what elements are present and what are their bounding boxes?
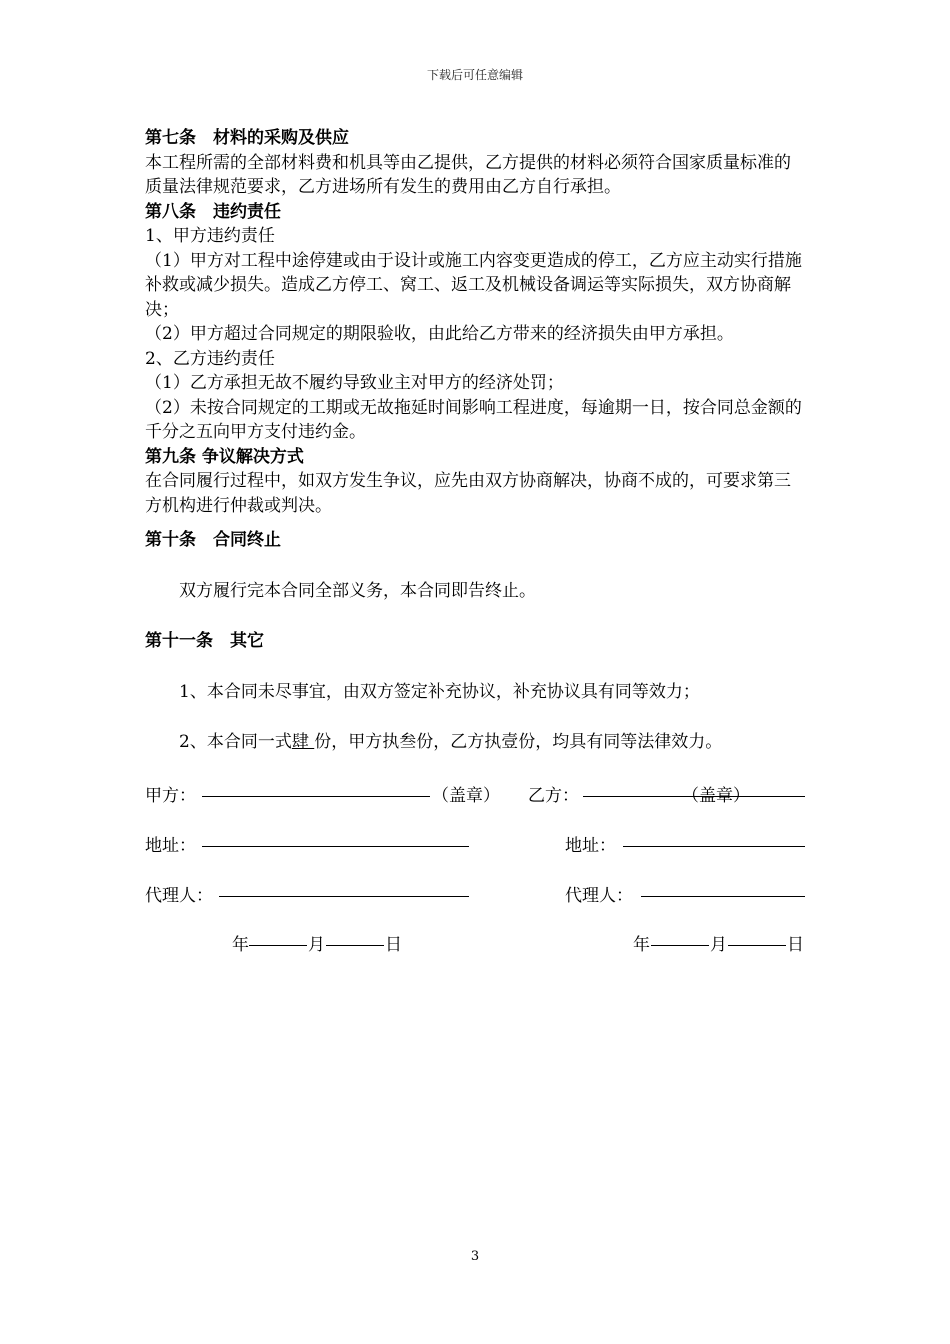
date-a-year: 年: [232, 935, 249, 955]
address-a-label: 地址：: [145, 836, 196, 856]
party-b-label: 乙方：: [528, 786, 579, 806]
article-7-title: 第七条 材料的采购及供应: [145, 128, 349, 148]
signature-row-parties: [145, 781, 807, 807]
agent-a-line: [219, 878, 469, 902]
article-8-title: 第八条 违约责任: [145, 201, 281, 222]
article-11-title: 第十一条 其它: [145, 631, 264, 651]
address-a-line: [202, 828, 469, 852]
article-10-body: 双方履行完本合同全部义务，本合同即告终止。: [179, 580, 536, 601]
party-a-line: [202, 778, 430, 802]
signature-row-date: [145, 930, 807, 956]
article-8-sub2: 2、乙方违约责任: [145, 348, 275, 369]
article-11-item2-prefix: 2、本合同一式: [179, 732, 292, 752]
page-header: 下载后可任意编辑: [426, 68, 523, 82]
article-8-item2-2: （2）未按合同规定的工期或无故拖延时间影响工程进度，每逾期一日，按合同总金额的千分之五向甲方支付违约金。: [145, 397, 802, 442]
date-a-day: 日: [385, 935, 402, 955]
date-b-year: 年: [633, 935, 650, 955]
article-8-item1-1: （1）甲方对工程中途停建或由于设计或施工内容变更造成的停工，乙方应主动实行措施补救或减少损失。造成乙方停工、窝工、返工及机械设备调运等实际损失，双方协商解决；: [145, 250, 802, 320]
article-7-body: 本工程所需的全部材料费和机具等由乙提供，乙方提供的材料必须符合国家质量标准的质量法律规范要求，乙方进场所有发生的费用由乙方自行承担。: [145, 152, 791, 197]
date-a-month-line: [326, 927, 384, 951]
party-a-seal: （盖章）: [432, 786, 500, 806]
agent-b-label: 代理人：: [565, 886, 633, 906]
article-11-item2: [145, 730, 807, 755]
date-b-month-line: [728, 927, 786, 951]
date-b-year-line: [651, 927, 709, 951]
agent-a-label: 代理人：: [145, 886, 213, 906]
date-a-month: 月: [308, 935, 325, 955]
article-10-title: 第十条 合同终止: [145, 530, 281, 550]
address-b-label: 地址：: [565, 836, 616, 856]
article-11-item2-suffix: 份，甲方执叁份，乙方执壹份，均具有同等法律效力。: [314, 732, 723, 752]
article-8-item1-2: （2）甲方超过合同规定的期限验收，由此给乙方带来的经济损失由甲方承担。: [145, 324, 734, 344]
date-a-year-line: [249, 927, 307, 951]
copy-count: 肆: [291, 732, 315, 752]
agent-b-line: [641, 878, 805, 902]
page-number: 3: [470, 1249, 480, 1264]
article-8-item2-1: （1）乙方承担无故不履约导致业主对甲方的经济处罚；: [145, 373, 564, 393]
contract-body: [145, 126, 807, 755]
article-11-item1: 1、本合同未尽事宜，由双方签定补充协议，补充协议具有同等效力；: [179, 681, 700, 702]
article-8-sub1: 1、甲方违约责任: [145, 226, 275, 246]
signature-row-agent: [145, 881, 807, 907]
date-b-month: 月: [710, 935, 727, 955]
party-b-seal: （盖章）: [682, 786, 750, 806]
article-9-body: 在合同履行过程中，如双方发生争议，应先由双方协商解决，协商不成的，可要求第三方机构进行仲裁或判决。: [145, 471, 791, 516]
signature-row-address: [145, 831, 807, 857]
address-b-line: [623, 828, 805, 852]
article-9-title: 第九条 争议解决方式: [145, 446, 304, 467]
date-b-day: 日: [787, 935, 804, 955]
party-a-label: 甲方：: [145, 786, 196, 806]
